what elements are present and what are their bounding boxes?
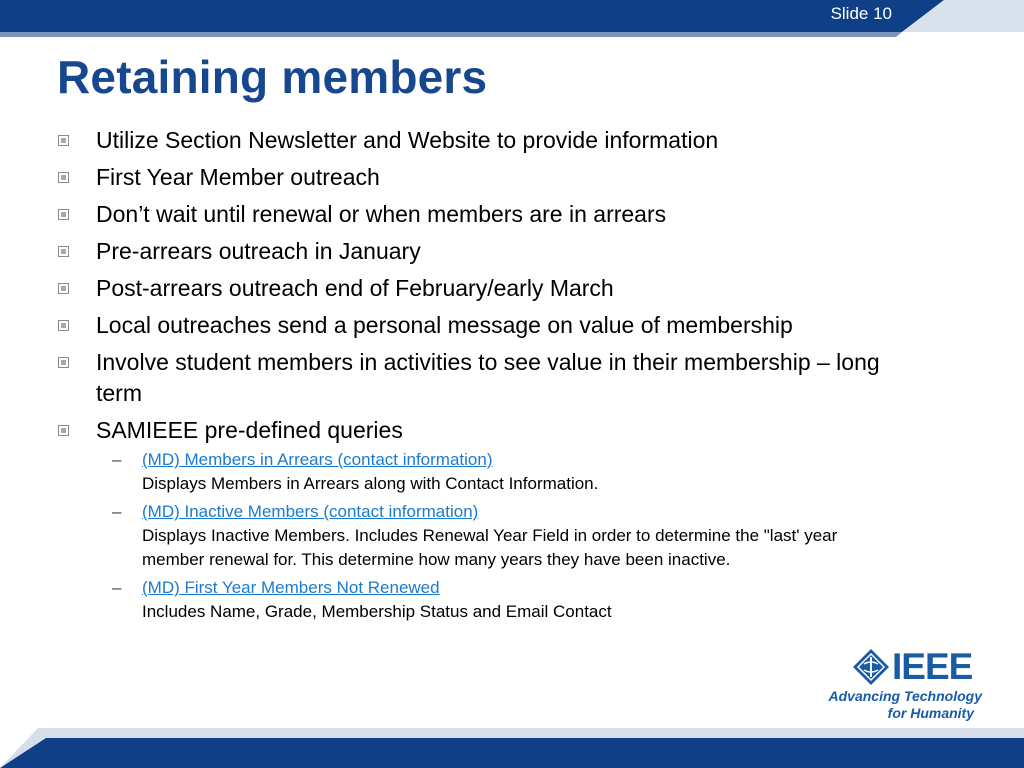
- square-bullet-icon: [58, 357, 69, 368]
- logo-wordmark: IEEE: [892, 646, 973, 687]
- list-item: [0, 162, 906, 193]
- query-item: [0, 576, 877, 624]
- list-item: [0, 310, 906, 341]
- bullet-text: Pre-arrears outreach in January: [96, 238, 421, 264]
- bullet-list: [0, 125, 1024, 630]
- bullet-text: Utilize Section Newsletter and Website to provide information: [96, 127, 719, 153]
- list-item: [0, 125, 906, 156]
- query-item: [0, 500, 877, 572]
- page-title: Retaining members: [57, 51, 488, 103]
- list-item: [0, 236, 906, 267]
- query-link-first-year-not-renewed[interactable]: (MD) First Year Members Not Renewed: [142, 578, 440, 597]
- dash-icon: –: [112, 502, 122, 521]
- query-description: Displays Members in Arrears along with Contact Information.: [142, 474, 599, 493]
- list-item: [0, 415, 906, 624]
- query-link-inactive-members[interactable]: (MD) Inactive Members (contact information): [142, 502, 479, 521]
- logo-tagline: Advancing Technology: [828, 688, 982, 704]
- slide-number: Slide 10: [830, 4, 892, 23]
- ieee-logo: [828, 642, 988, 726]
- ieee-diamond-icon: [852, 648, 890, 686]
- query-list: [96, 448, 906, 624]
- list-item: [0, 347, 906, 409]
- list-item: [0, 273, 906, 304]
- square-bullet-icon: [58, 135, 69, 146]
- query-description: Includes Name, Grade, Membership Status and Email Contact: [142, 602, 612, 621]
- square-bullet-icon: [58, 283, 69, 294]
- square-bullet-icon: [58, 246, 69, 257]
- square-bullet-icon: [58, 320, 69, 331]
- list-item: [0, 199, 906, 230]
- square-bullet-icon: [58, 425, 69, 436]
- square-bullet-icon: [58, 209, 69, 220]
- bottom-banner: [0, 728, 1024, 768]
- bullet-text: Involve student members in activities to see value in their membership – long term: [96, 349, 880, 406]
- query-description: Displays Inactive Members. Includes Renewal Year Field in order to determine the "last' year member renewal for. This determine how many years they have been inactive.: [142, 526, 838, 569]
- query-item: [0, 448, 877, 496]
- bullet-text: First Year Member outreach: [96, 164, 380, 190]
- bullet-text: Post-arrears outreach end of February/early March: [96, 275, 614, 301]
- bullet-text: SAMIEEE pre-defined queries: [96, 417, 403, 443]
- logo-tagline: for Humanity: [887, 705, 974, 721]
- bullet-text: Local outreaches send a personal message on value of membership: [96, 312, 793, 338]
- dash-icon: –: [112, 450, 122, 469]
- square-bullet-icon: [58, 172, 69, 183]
- bullet-text: Don’t wait until renewal or when members are in arrears: [96, 201, 667, 227]
- dash-icon: –: [112, 578, 122, 597]
- query-link-members-in-arrears[interactable]: (MD) Members in Arrears (contact information): [142, 450, 493, 469]
